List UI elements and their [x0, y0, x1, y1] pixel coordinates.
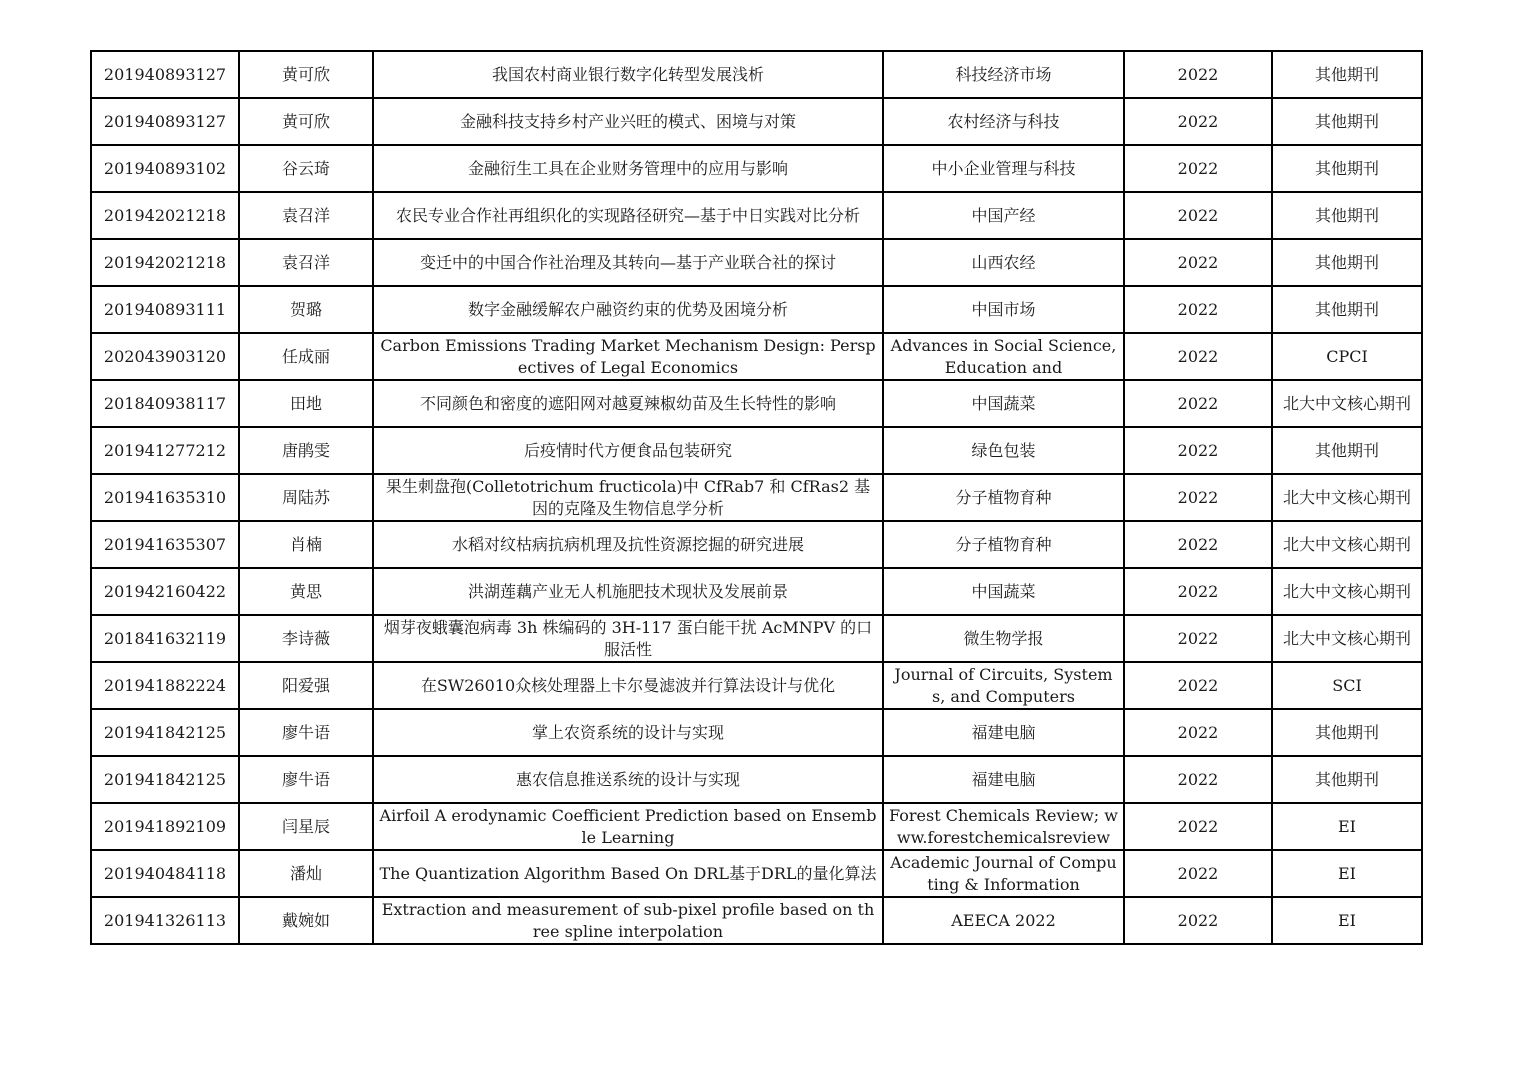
table-row	[91, 615, 1422, 662]
journal-name-cell-text: 分子植物育种	[955, 534, 1052, 554]
journal-name-cell-text: 中国蔬菜	[971, 393, 1036, 413]
year-cell	[1124, 474, 1272, 521]
journal-name-cell	[883, 521, 1124, 568]
journal-name-cell-text: 农村经济与科技	[947, 111, 1060, 131]
journal-type-cell	[1272, 427, 1422, 474]
year-cell	[1124, 145, 1272, 192]
student-id-cell-text: 201942021218	[103, 252, 227, 272]
journal-name-cell-text: 分子植物育种	[955, 487, 1052, 507]
paper-title-cell-text: 烟芽夜蛾囊泡病毒 3h 株编码的 3H-117 蛋白能干扰 AcMNPV 的口服活性	[383, 617, 873, 659]
paper-title-cell-text: 金融科技支持乡村产业兴旺的模式、困境与对策	[459, 111, 796, 131]
journal-name-cell	[883, 756, 1124, 803]
journal-type-cell	[1272, 145, 1422, 192]
student-id-cell	[91, 427, 239, 474]
journal-type-cell	[1272, 521, 1422, 568]
year-cell	[1124, 521, 1272, 568]
journal-type-cell-text: EI	[1338, 910, 1356, 930]
journal-type-cell	[1272, 192, 1422, 239]
journal-name-cell	[883, 98, 1124, 145]
journal-name-cell-text: Academic Journal of Computing & Information	[890, 852, 1117, 894]
year-cell	[1124, 239, 1272, 286]
table-row	[91, 897, 1422, 944]
journal-type-cell-text: 其他期刊	[1314, 722, 1379, 742]
journal-type-cell	[1272, 615, 1422, 662]
year-cell-text: 2022	[1177, 722, 1219, 742]
journal-type-cell	[1272, 803, 1422, 850]
year-cell-text: 2022	[1177, 769, 1219, 789]
paper-title-cell-text: 变迁中的中国合作社治理及其转向—基于产业联合社的探讨	[419, 252, 836, 272]
paper-title-cell	[373, 192, 883, 239]
paper-title-cell-text: 在SW26010众核处理器上卡尔曼滤波并行算法设计与优化	[420, 675, 836, 695]
student-id-cell	[91, 98, 239, 145]
year-cell-text: 2022	[1177, 158, 1219, 178]
paper-title-cell-text: 数字金融缓解农户融资约束的优势及困境分析	[467, 299, 788, 319]
table-row	[91, 239, 1422, 286]
student-id-cell-text: 201940893102	[103, 158, 227, 178]
paper-title-cell	[373, 568, 883, 615]
table-row	[91, 709, 1422, 756]
student-name-cell-text: 李诗薇	[281, 628, 330, 648]
paper-title-cell	[373, 145, 883, 192]
journal-name-cell-text: Journal of Circuits, Systems, and Computers	[894, 664, 1113, 706]
year-cell	[1124, 51, 1272, 98]
year-cell	[1124, 662, 1272, 709]
journal-name-cell-text: 中国蔬菜	[971, 581, 1036, 601]
paper-title-cell	[373, 897, 883, 944]
student-id-cell	[91, 521, 239, 568]
student-name-cell	[239, 521, 373, 568]
table-row	[91, 662, 1422, 709]
paper-title-cell-text: 果生刺盘孢(Colletotrichum fructicola)中 CfRab7 和 CfRas2 基因的克隆及生物信息学分析	[385, 476, 871, 518]
journal-type-cell-text: 其他期刊	[1314, 111, 1379, 131]
student-name-cell-text: 任成丽	[281, 346, 330, 366]
student-id-cell	[91, 662, 239, 709]
paper-title-cell	[373, 662, 883, 709]
paper-title-cell-text: 惠农信息推送系统的设计与实现	[515, 769, 740, 789]
student-name-cell	[239, 474, 373, 521]
journal-name-cell	[883, 51, 1124, 98]
year-cell-text: 2022	[1177, 581, 1219, 601]
journal-type-cell-text: 其他期刊	[1314, 158, 1379, 178]
paper-title-cell	[373, 850, 883, 897]
table-row	[91, 380, 1422, 427]
journal-name-cell	[883, 474, 1124, 521]
journal-type-cell	[1272, 286, 1422, 333]
journal-type-cell	[1272, 239, 1422, 286]
journal-type-cell	[1272, 756, 1422, 803]
student-id-cell-text: 201940484118	[103, 863, 227, 883]
student-name-cell	[239, 615, 373, 662]
journal-name-cell	[883, 333, 1124, 380]
year-cell-text: 2022	[1177, 393, 1219, 413]
student-id-cell	[91, 192, 239, 239]
paper-title-cell	[373, 474, 883, 521]
paper-title-cell	[373, 380, 883, 427]
table-row	[91, 850, 1422, 897]
year-cell	[1124, 709, 1272, 756]
student-id-cell	[91, 803, 239, 850]
journal-name-cell	[883, 897, 1124, 944]
paper-title-cell	[373, 427, 883, 474]
year-cell-text: 2022	[1177, 816, 1219, 836]
year-cell-text: 2022	[1177, 534, 1219, 554]
journal-name-cell	[883, 380, 1124, 427]
student-name-cell-text: 黄可欣	[281, 111, 330, 131]
journal-type-cell-text: CPCI	[1326, 346, 1368, 366]
student-name-cell-text: 廖牛语	[281, 769, 330, 789]
student-id-cell-text: 201840938117	[103, 393, 227, 413]
year-cell	[1124, 615, 1272, 662]
year-cell	[1124, 568, 1272, 615]
paper-title-cell-text: 我国农村商业银行数字化转型发展浅析	[491, 64, 764, 84]
table-row	[91, 803, 1422, 850]
student-name-cell-text: 谷云琦	[281, 158, 330, 178]
journal-name-cell-text: AEECA 2022	[951, 910, 1056, 930]
table-row	[91, 145, 1422, 192]
year-cell	[1124, 380, 1272, 427]
table-row	[91, 333, 1422, 380]
journal-name-cell	[883, 286, 1124, 333]
journal-type-cell-text: 其他期刊	[1314, 252, 1379, 272]
paper-title-cell-text: 水稻对纹枯病抗病机理及抗性资源挖掘的研究进展	[451, 534, 804, 554]
journal-name-cell	[883, 145, 1124, 192]
table-row	[91, 521, 1422, 568]
student-id-cell-text: 201942021218	[103, 205, 227, 225]
paper-title-cell	[373, 709, 883, 756]
student-name-cell	[239, 803, 373, 850]
year-cell-text: 2022	[1177, 205, 1219, 225]
journal-name-cell	[883, 427, 1124, 474]
year-cell	[1124, 756, 1272, 803]
publication-table	[90, 50, 1423, 945]
publication-table-body	[91, 51, 1422, 944]
student-id-cell	[91, 615, 239, 662]
paper-title-cell	[373, 615, 883, 662]
journal-name-cell-text: 绿色包装	[971, 440, 1036, 460]
journal-type-cell-text: EI	[1338, 816, 1356, 836]
journal-type-cell	[1272, 380, 1422, 427]
student-id-cell-text: 201941326113	[103, 910, 227, 930]
paper-title-cell-text: Extraction and measurement of sub-pixel profile based on three spline interpolation	[381, 899, 875, 941]
journal-type-cell-text: SCI	[1332, 675, 1362, 695]
table-row	[91, 756, 1422, 803]
paper-title-cell-text: Airfoil A erodynamic Coefficient Prediction based on Ensemble Learning	[379, 805, 877, 847]
year-cell	[1124, 333, 1272, 380]
student-name-cell	[239, 568, 373, 615]
student-id-cell	[91, 145, 239, 192]
year-cell-text: 2022	[1177, 252, 1219, 272]
student-id-cell	[91, 850, 239, 897]
paper-title-cell-text: The Quantization Algorithm Based On DRL基于DRL的量化算法	[379, 863, 877, 883]
student-name-cell-text: 肖楠	[289, 534, 322, 554]
year-cell	[1124, 286, 1272, 333]
table-row	[91, 427, 1422, 474]
student-name-cell	[239, 709, 373, 756]
journal-type-cell	[1272, 568, 1422, 615]
student-id-cell-text: 201940893127	[103, 64, 227, 84]
paper-title-cell	[373, 756, 883, 803]
student-name-cell	[239, 380, 373, 427]
journal-name-cell-text: 中国市场	[971, 299, 1036, 319]
journal-type-cell	[1272, 474, 1422, 521]
student-name-cell	[239, 662, 373, 709]
student-id-cell	[91, 474, 239, 521]
year-cell	[1124, 850, 1272, 897]
student-name-cell	[239, 756, 373, 803]
student-name-cell	[239, 98, 373, 145]
journal-name-cell-text: 中小企业管理与科技	[931, 158, 1076, 178]
year-cell-text: 2022	[1177, 628, 1219, 648]
journal-name-cell	[883, 568, 1124, 615]
student-name-cell	[239, 51, 373, 98]
table-row	[91, 51, 1422, 98]
paper-title-cell-text: Carbon Emissions Trading Market Mechanism Design: Perspectives of Legal Economics	[380, 335, 876, 377]
student-id-cell	[91, 286, 239, 333]
year-cell-text: 2022	[1177, 910, 1219, 930]
student-name-cell	[239, 239, 373, 286]
journal-type-cell	[1272, 850, 1422, 897]
year-cell	[1124, 98, 1272, 145]
journal-name-cell-text: 福建电脑	[971, 722, 1036, 742]
student-id-cell	[91, 709, 239, 756]
paper-title-cell	[373, 286, 883, 333]
year-cell	[1124, 192, 1272, 239]
student-name-cell-text: 黄可欣	[281, 64, 330, 84]
journal-type-cell	[1272, 709, 1422, 756]
paper-title-cell	[373, 51, 883, 98]
journal-type-cell-text: 北大中文核心期刊	[1282, 487, 1411, 507]
student-name-cell-text: 袁召洋	[281, 205, 330, 225]
student-id-cell-text: 201941277212	[103, 440, 227, 460]
journal-name-cell-text: 福建电脑	[971, 769, 1036, 789]
journal-name-cell	[883, 615, 1124, 662]
student-name-cell	[239, 286, 373, 333]
year-cell-text: 2022	[1177, 64, 1219, 84]
student-id-cell	[91, 239, 239, 286]
year-cell-text: 2022	[1177, 487, 1219, 507]
journal-type-cell	[1272, 51, 1422, 98]
year-cell	[1124, 803, 1272, 850]
student-id-cell	[91, 333, 239, 380]
journal-type-cell-text: EI	[1338, 863, 1356, 883]
student-name-cell	[239, 333, 373, 380]
journal-type-cell	[1272, 98, 1422, 145]
student-name-cell	[239, 897, 373, 944]
paper-title-cell	[373, 521, 883, 568]
student-name-cell	[239, 850, 373, 897]
student-name-cell-text: 闫星辰	[281, 816, 330, 836]
paper-title-cell-text: 农民专业合作社再组织化的实现路径研究—基于中日实践对比分析	[395, 205, 860, 225]
student-name-cell-text: 袁召洋	[281, 252, 330, 272]
student-id-cell	[91, 756, 239, 803]
journal-name-cell-text: 山西农经	[971, 252, 1036, 272]
student-name-cell-text: 田地	[289, 393, 322, 413]
student-name-cell	[239, 192, 373, 239]
student-id-cell-text: 201841632119	[103, 628, 227, 648]
journal-type-cell-text: 北大中文核心期刊	[1282, 628, 1411, 648]
paper-title-cell-text: 掌上农资系统的设计与实现	[531, 722, 724, 742]
student-name-cell	[239, 145, 373, 192]
journal-name-cell	[883, 709, 1124, 756]
journal-type-cell	[1272, 333, 1422, 380]
paper-title-cell-text: 洪湖莲藕产业无人机施肥技术现状及发展前景	[467, 581, 788, 601]
journal-type-cell-text: 其他期刊	[1314, 299, 1379, 319]
table-row	[91, 192, 1422, 239]
student-name-cell-text: 唐鹃雯	[281, 440, 330, 460]
journal-name-cell-text: 科技经济市场	[955, 64, 1052, 84]
paper-title-cell	[373, 98, 883, 145]
student-name-cell-text: 贺璐	[289, 299, 322, 319]
journal-type-cell	[1272, 897, 1422, 944]
paper-title-cell	[373, 803, 883, 850]
year-cell-text: 2022	[1177, 111, 1219, 131]
student-id-cell-text: 201941842125	[103, 722, 227, 742]
journal-type-cell-text: 其他期刊	[1314, 64, 1379, 84]
student-id-cell	[91, 380, 239, 427]
student-name-cell-text: 黄思	[289, 581, 322, 601]
year-cell-text: 2022	[1177, 863, 1219, 883]
journal-name-cell	[883, 803, 1124, 850]
journal-name-cell-text: 中国产经	[971, 205, 1036, 225]
journal-name-cell	[883, 239, 1124, 286]
journal-type-cell-text: 北大中文核心期刊	[1282, 581, 1411, 601]
student-id-cell-text: 201941892109	[103, 816, 227, 836]
journal-type-cell-text: 北大中文核心期刊	[1282, 534, 1411, 554]
student-id-cell-text: 201941882224	[103, 675, 227, 695]
year-cell	[1124, 897, 1272, 944]
journal-name-cell-text: Advances in Social Science, Education and	[890, 335, 1117, 377]
student-id-cell	[91, 897, 239, 944]
paper-title-cell	[373, 333, 883, 380]
student-id-cell-text: 201940893127	[103, 111, 227, 131]
student-id-cell-text: 201942160422	[103, 581, 227, 601]
table-row	[91, 98, 1422, 145]
student-name-cell-text: 潘灿	[289, 863, 322, 883]
year-cell-text: 2022	[1177, 675, 1219, 695]
student-id-cell-text: 201941635310	[103, 487, 227, 507]
student-name-cell-text: 周陆苏	[281, 487, 330, 507]
journal-type-cell-text: 其他期刊	[1314, 440, 1379, 460]
journal-name-cell	[883, 850, 1124, 897]
student-name-cell-text: 戴婉如	[281, 910, 330, 930]
paper-title-cell	[373, 239, 883, 286]
paper-title-cell-text: 后疫情时代方便食品包装研究	[523, 440, 732, 460]
table-row	[91, 568, 1422, 615]
student-id-cell-text: 201940893111	[103, 299, 227, 319]
student-id-cell-text: 201941635307	[103, 534, 227, 554]
year-cell-text: 2022	[1177, 440, 1219, 460]
year-cell-text: 2022	[1177, 299, 1219, 319]
paper-title-cell-text: 不同颜色和密度的遮阳网对越夏辣椒幼苗及生长特性的影响	[419, 393, 836, 413]
year-cell	[1124, 427, 1272, 474]
table-row	[91, 474, 1422, 521]
student-id-cell-text: 202043903120	[103, 346, 227, 366]
journal-name-cell-text: 微生物学报	[963, 628, 1044, 648]
journal-type-cell-text: 其他期刊	[1314, 205, 1379, 225]
student-id-cell	[91, 568, 239, 615]
student-name-cell-text: 廖牛语	[281, 722, 330, 742]
student-id-cell	[91, 51, 239, 98]
paper-title-cell-text: 金融衍生工具在企业财务管理中的应用与影响	[467, 158, 788, 178]
student-id-cell-text: 201941842125	[103, 769, 227, 789]
journal-type-cell-text: 其他期刊	[1314, 769, 1379, 789]
student-name-cell-text: 阳爱强	[281, 675, 330, 695]
journal-name-cell	[883, 662, 1124, 709]
student-name-cell	[239, 427, 373, 474]
journal-type-cell	[1272, 662, 1422, 709]
journal-name-cell	[883, 192, 1124, 239]
year-cell-text: 2022	[1177, 346, 1219, 366]
table-row	[91, 286, 1422, 333]
journal-type-cell-text: 北大中文核心期刊	[1282, 393, 1411, 413]
journal-name-cell-text: Forest Chemicals Review; www.forestchemicalsreview	[889, 805, 1118, 847]
